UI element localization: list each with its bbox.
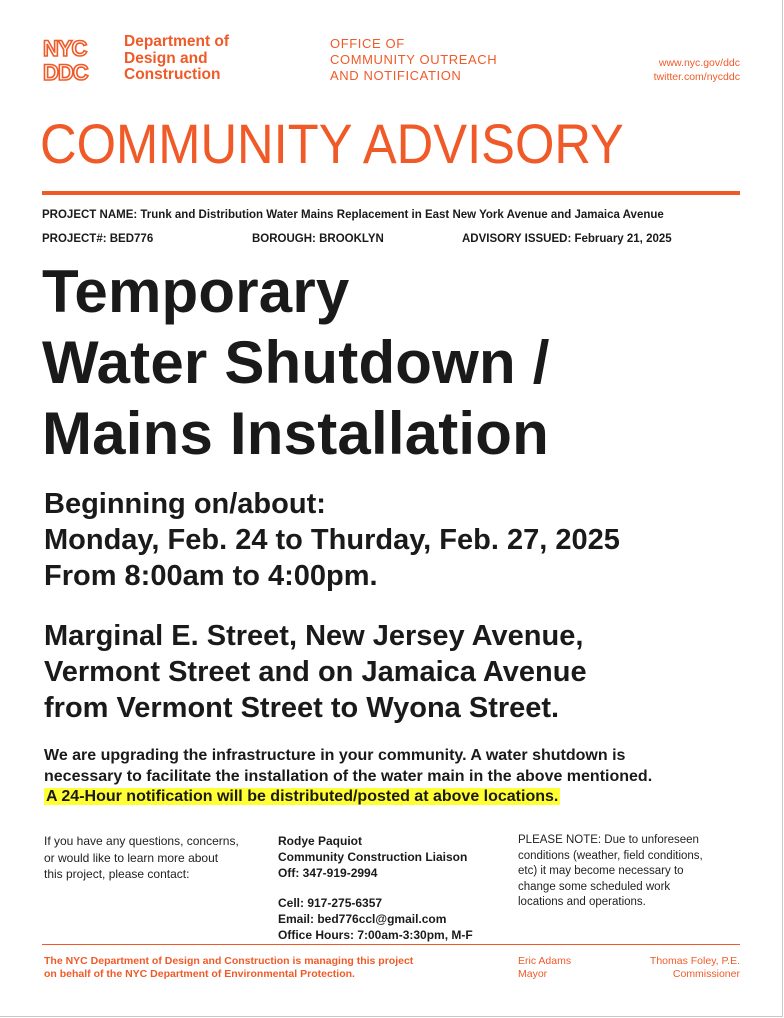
- office-line: OFFICE OF: [330, 36, 405, 51]
- footer-divider: [42, 944, 740, 945]
- contact-intro: [44, 833, 239, 883]
- project-number: [42, 233, 153, 245]
- agency-line: Department of: [124, 33, 230, 50]
- twitter-link[interactable]: twitter.com/nycddc: [653, 71, 740, 83]
- office-line: COMMUNITY OUTREACH: [330, 52, 498, 67]
- borough-label: BOROUGH:: [252, 233, 316, 245]
- cell-phone[interactable]: Cell: 917-275-6357: [278, 896, 383, 910]
- advisory-issued: [462, 233, 672, 245]
- description: [44, 746, 744, 808]
- spacer: [278, 881, 473, 895]
- locations: [44, 618, 587, 726]
- advisory-banner: COMMUNITY ADVISORY: [40, 112, 624, 175]
- commissioner-name: Thomas Foley, P.E.: [649, 955, 740, 967]
- schedule-line: Beginning on/about:: [44, 488, 326, 520]
- note-line: etc) it may become necessary to: [518, 865, 684, 877]
- headline-line: Mains Installation: [42, 400, 550, 467]
- office-phone[interactable]: Off: 347-919-2994: [278, 866, 378, 880]
- divider: [42, 191, 740, 195]
- svg-text:NYC: NYC: [43, 36, 87, 61]
- liaison-title: Community Construction Liaison: [278, 850, 468, 864]
- agency-line: Design and: [124, 49, 208, 67]
- footer-line: on behalf of the NYC Department of Environmental Protection.: [44, 968, 355, 980]
- mayor-title: Mayor: [518, 968, 548, 980]
- note-line: change some scheduled work: [518, 880, 671, 893]
- mayor-name: Eric Adams: [518, 955, 572, 967]
- office-hours: Office Hours: 7:00am-3:30pm, M-F: [278, 928, 473, 942]
- office-name: [330, 36, 497, 84]
- note-line: PLEASE NOTE: Due to unforeseen: [518, 834, 699, 846]
- contact-intro-line: this project, please contact:: [44, 867, 190, 881]
- schedule-line: From 8:00am to 4:00pm.: [44, 560, 378, 592]
- borough-value: BROOKLYN: [319, 233, 384, 245]
- issued-label: ADVISORY ISSUED:: [462, 233, 572, 245]
- email-address[interactable]: Email: bed776ccl@gmail.com: [278, 912, 447, 926]
- agency-name: [124, 34, 229, 84]
- description-line: We are upgrading the infrastructure in your community. A water shutdown is: [44, 747, 626, 764]
- mayor-credit: [518, 955, 571, 981]
- project-number-value: BED776: [109, 233, 154, 245]
- contact-intro-line: If you have any questions, concerns,: [44, 834, 239, 848]
- nyc-ddc-logo: [42, 36, 114, 82]
- headline-line: Temporary: [42, 258, 350, 325]
- svg-text:DDC: DDC: [43, 60, 88, 82]
- headline-line: Water Shutdown /: [42, 329, 550, 396]
- notification-highlight: A 24-Hour notification will be distributed/posted at above locations.: [46, 788, 559, 805]
- project-number-label: PROJECT#:: [42, 233, 107, 245]
- website-link[interactable]: www.nyc.gov/ddc: [658, 57, 740, 69]
- please-note: [518, 833, 703, 911]
- contact-intro-line: or would like to learn more about: [44, 850, 219, 865]
- note-line: conditions (weather, field conditions,: [518, 849, 703, 862]
- footer-line: The NYC Department of Design and Construction is managing this project: [44, 955, 414, 967]
- commissioner-credit: [650, 955, 740, 981]
- schedule-line: Monday, Feb. 24 to Thurday, Feb. 27, 2025: [44, 524, 620, 556]
- project-borough: [252, 233, 384, 245]
- location-line: Vermont Street and on Jamaica Avenue: [44, 656, 587, 688]
- location-line: Marginal E. Street, New Jersey Avenue,: [44, 620, 584, 652]
- liaison-contact: [278, 833, 473, 943]
- web-links: [654, 56, 740, 84]
- commissioner-title: Commissioner: [672, 968, 740, 980]
- schedule: [44, 486, 620, 594]
- office-line: AND NOTIFICATION: [330, 68, 462, 83]
- agency-line: Construction: [124, 66, 221, 83]
- footer-statement: [44, 955, 413, 981]
- description-line: necessary to facilitate the installation of the water main in the above mentioned.: [44, 767, 653, 785]
- project-name-value: Trunk and Distribution Water Mains Replacement in East New York Avenue and Jamaica Avenue: [140, 209, 664, 221]
- project-name-label: PROJECT NAME:: [42, 209, 138, 221]
- location-line: from Vermont Street to Wyona Street.: [44, 692, 560, 724]
- note-line: locations and operations.: [518, 896, 646, 908]
- issued-value: February 21, 2025: [574, 233, 672, 245]
- project-name: [42, 209, 664, 221]
- liaison-name: Rodye Paquiot: [278, 834, 363, 848]
- headline: [42, 256, 550, 469]
